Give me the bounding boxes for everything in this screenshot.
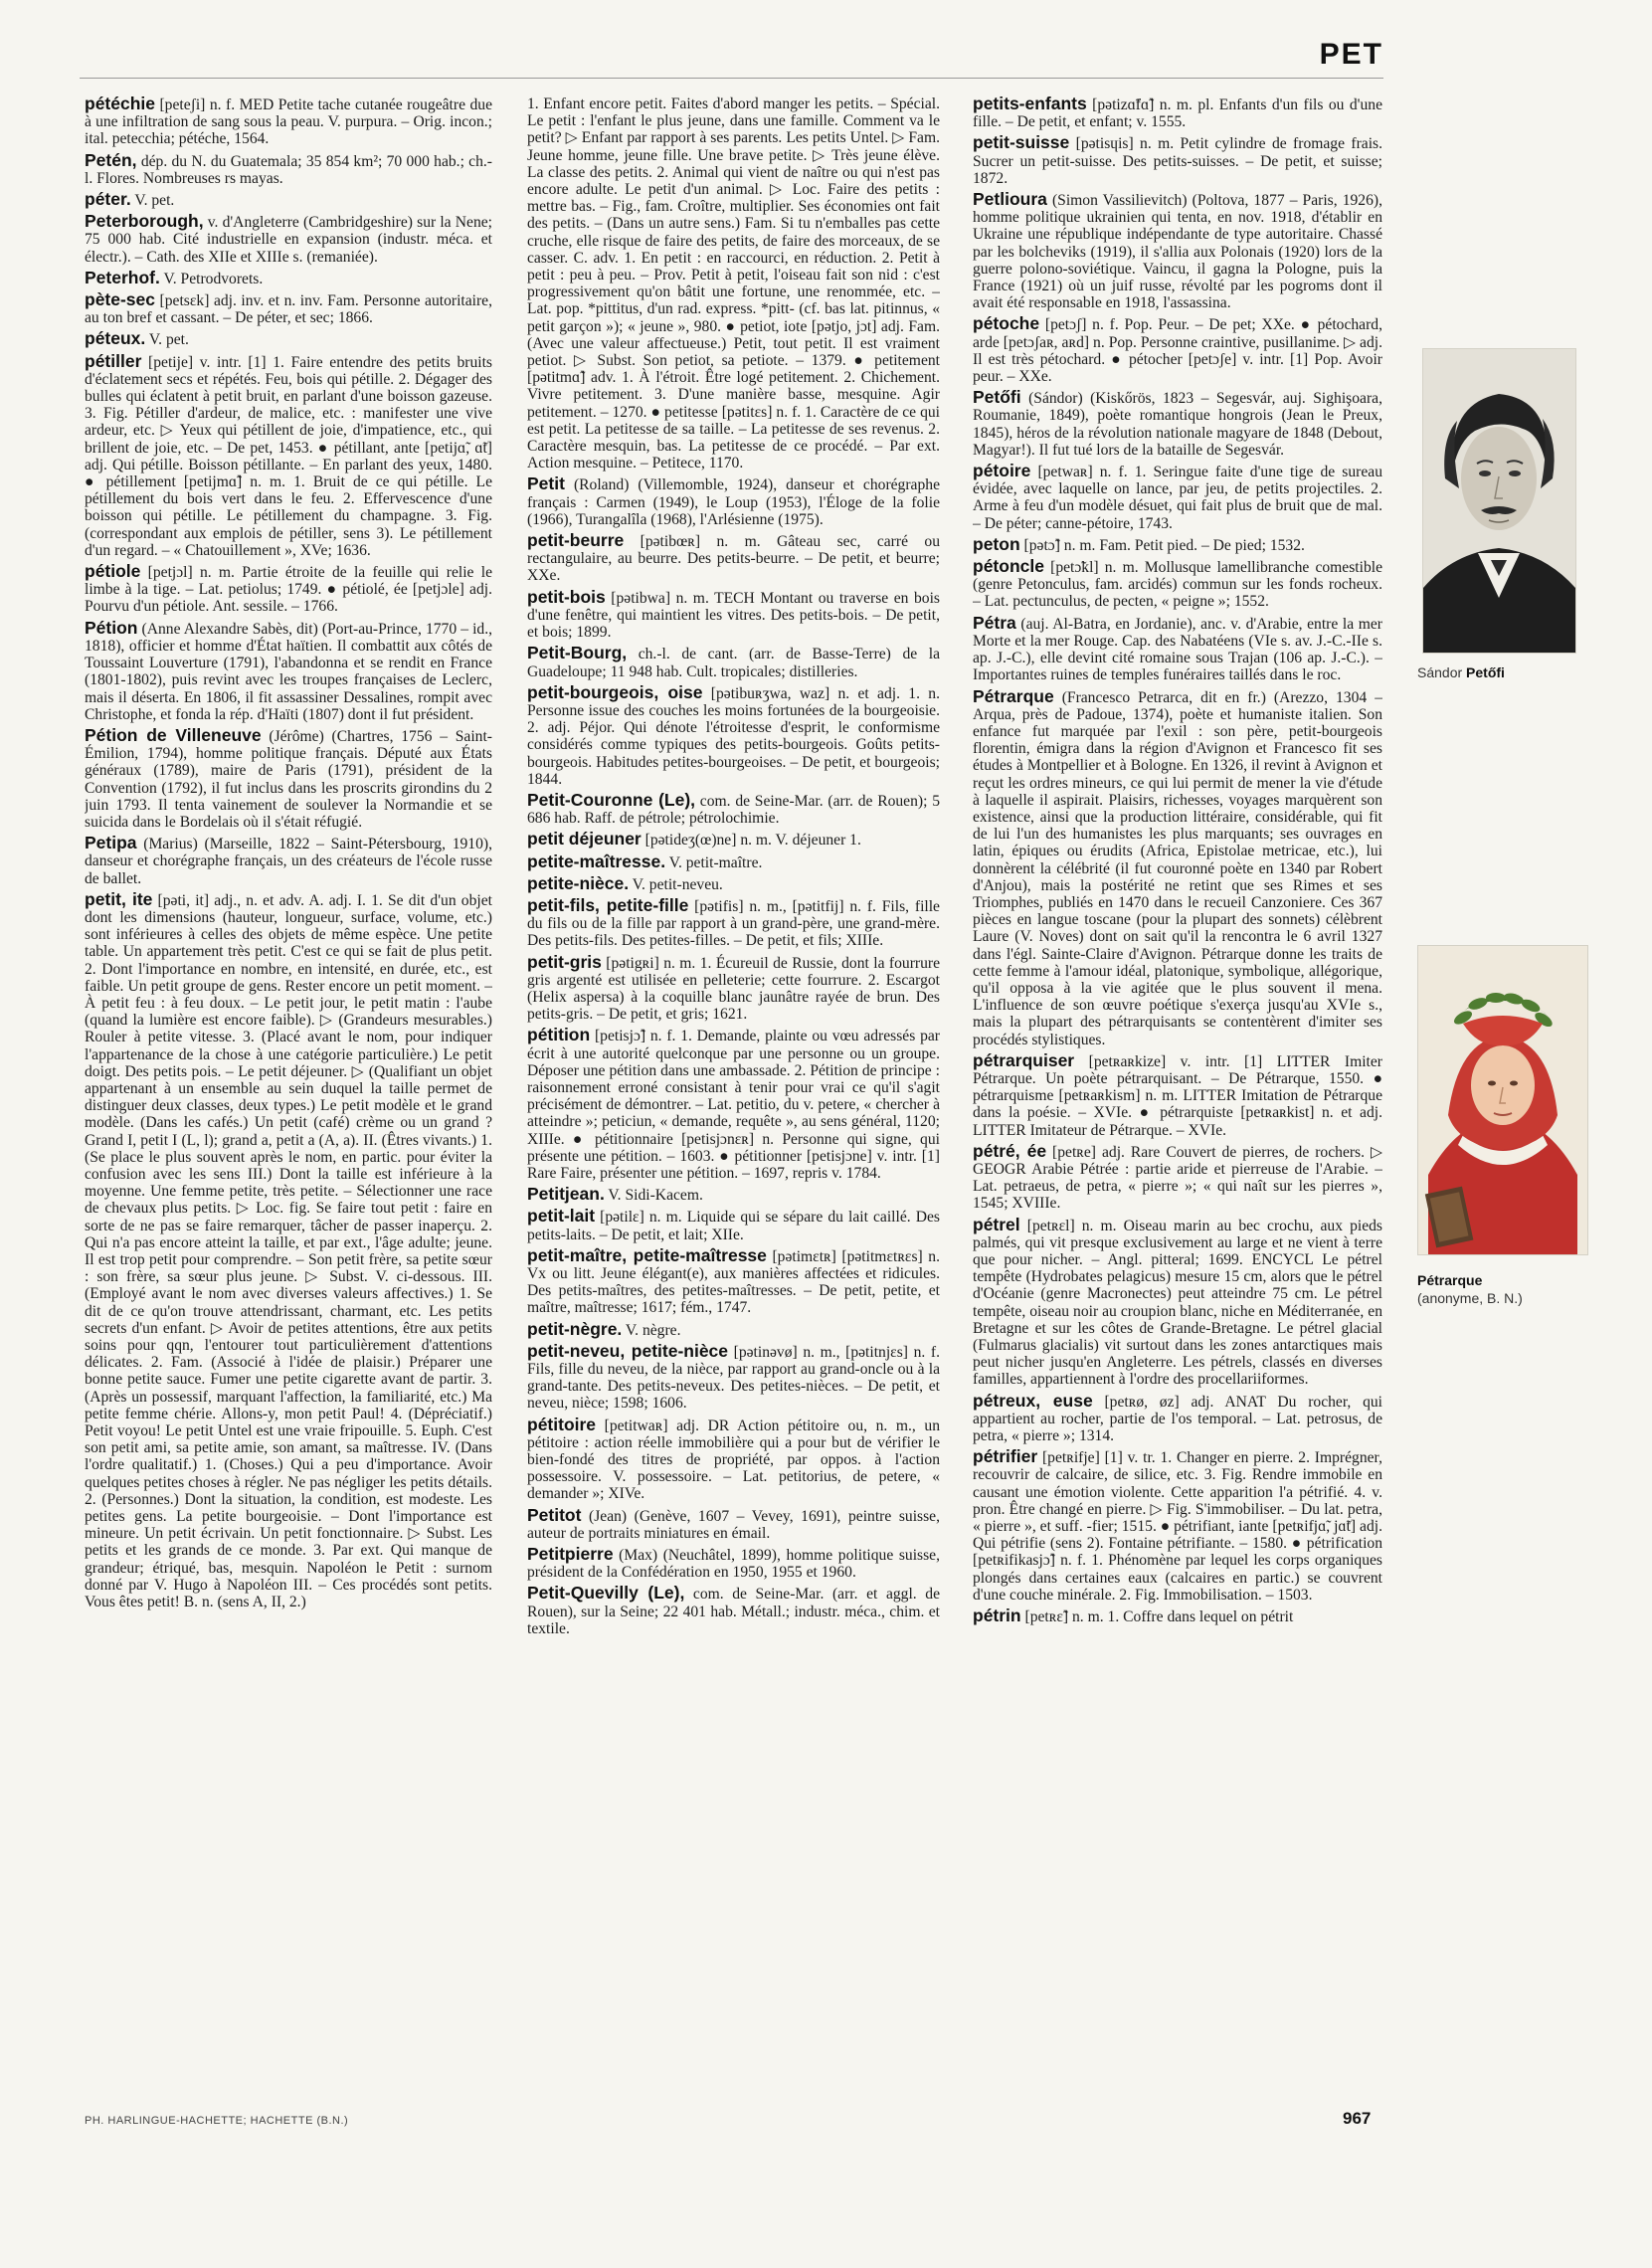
entry-headword: petite-nièce. bbox=[527, 872, 630, 893]
dictionary-entry bbox=[527, 1186, 940, 1204]
petofi-caption bbox=[1417, 663, 1505, 681]
entry-headword: petit-beurre bbox=[527, 530, 625, 551]
dictionary-entry bbox=[85, 563, 492, 616]
dictionary-entry bbox=[973, 1607, 1382, 1625]
entry-headword: petite-maîtresse. bbox=[527, 850, 666, 871]
entry-headword: Peterborough, bbox=[85, 211, 204, 232]
entry-text: [petɔ̃kl] n. m. Mollusque lamellibranche comestible (genre Petonculus, fam. arcidés) commun sur les fonds rocheux. – Lat. pectunculus, de pecten, « peigne »; 1552. bbox=[973, 559, 1382, 611]
dictionary-entry bbox=[973, 389, 1382, 459]
entry-text: [pətizɑ̃fɑ̃] n. m. pl. Enfants d'un fils ou d'une fille. – De petit, et enfant; v. 1555. bbox=[973, 96, 1382, 131]
entry-headword: pétiole bbox=[85, 561, 141, 582]
entry-text: V. pet. bbox=[145, 331, 189, 349]
dictionary-entry bbox=[527, 95, 940, 472]
entry-text: [petʀɛl] n. m. Oiseau marin au bec crochu, aux pieds palmés, qui vit presque exclusivement au large et ne vient à terre que pour nicher. – Angl. pitteral; 1699. ENCYCL Le pétrel tempête (Hydrobates pelagicus) mesure 15 cm, alors que le pétrel d'Océanie (genre Macronectes) peut atteindre 75 cm. Le pétrel tempête, oiseau noir au croupion blanc, niche en Méditerranée, en Bretagne et sur les côtes de Grande-Bretagne. Le pétrel glacial (Fulmarus glacialis) vit surtout dans les zones antarctiques mais peut nicher jusqu'en Angleterre. Les pétrels, classés en diverses familles, appartiennent à l'ordre des procellariiformes. bbox=[973, 1217, 1382, 1389]
entry-text: V. petit-neveu. bbox=[629, 875, 723, 893]
entry-headword: petit-bois bbox=[527, 586, 606, 607]
entry-headword: petit-nègre. bbox=[527, 1318, 623, 1339]
petrarque-portrait-drawing bbox=[1418, 946, 1587, 1254]
entry-headword: pétrarquiser bbox=[973, 1049, 1075, 1070]
entry-headword: pétiller bbox=[85, 350, 142, 371]
dictionary-entry bbox=[527, 1546, 940, 1581]
entry-text: (Roland) (Villemomble, 1924), danseur et chorégraphe français : Carmen (1949), le Loup (1953), l'Éloge de la folie (1966), Turangalîla (1968), l'Arlésienne (1975). bbox=[527, 476, 940, 528]
petrarque-caption-name: Pétrarque bbox=[1417, 1272, 1483, 1288]
entry-text: [petʀø, øz] adj. ANAT Du rocher, qui appartient au rocher, partie de l'os temporal. – Lat. petrosus, de petra, « pierre »; 1314. bbox=[973, 1393, 1382, 1445]
entry-headword: péteux. bbox=[85, 328, 146, 349]
dictionary-entry bbox=[527, 645, 940, 679]
dictionary-entry bbox=[527, 681, 940, 788]
dictionary-entry bbox=[527, 586, 940, 642]
entry-headword: Petit bbox=[527, 473, 565, 494]
dictionary-entry bbox=[85, 330, 492, 348]
entry-text: [petsɛk] adj. inv. et n. inv. Fam. Personne autoritaire, au ton bref et cassant. – De péter, et sec; 1866. bbox=[85, 292, 492, 327]
dictionary-entry bbox=[973, 315, 1382, 385]
entry-text: (Francesco Petrarca, dit en fr.) (Arezzo, 1304 – Arqua, près de Padoue, 1374), poète et humaniste italien. Son enfance fut marquée par l'exil : son père, petit-bourgeois florentin, émigra dans la région d'Avignon et Francesco fit ses études à Montpellier et à Bologne. En 1326, il revint à Avignon et reçut les ordres mineurs, ce qui lui permit de mener la vie d'étude à laquelle il aspirait. Plaisirs, richesses, voyages marquèrent son existence, ainsi que la production littéraire, considérable, qui fit de lui l'un des humanistes les plus marquants; ses ouvrages en latin, épiques ou érudits (Africa, Epistolae metricae, etc.), lui donnèrent la célébrité (il fut couronné poète en 1340 par Robert d'Anjou), mais la postérité ne retint que ses Rimes et ses Triomphes, publiés en 1470 dans le recueil Canzoniere. Ces 367 pièces en langue toscane (pour la plupart des sonnets) célèbrent Laure (V. Noves) dont on sait qu'il la rencontra le 6 avril 1327 dans l'égl. Sainte-Claire d'Avignon. Pétrarque donne les traits de cette femme à l'amour idéal, platonique, symbolique, allégorique, qu'il opposa à la vie agitée que le plus souvent il mena. L'influence de son œuvre poétique s'exerça jusqu'au XVIe s., mais la plupart des pétrarquisants se contentèrent d'imiter ses procédés stylistiques. bbox=[973, 688, 1382, 1048]
entry-headword: pétreux, euse bbox=[973, 1390, 1093, 1411]
dictionary-entry bbox=[973, 1448, 1382, 1604]
entry-headword: petit-suisse bbox=[973, 132, 1070, 153]
entry-headword: Petőfi bbox=[973, 387, 1021, 408]
petofi-portrait bbox=[1422, 348, 1576, 654]
entry-headword: petit, ite bbox=[85, 888, 153, 909]
entry-headword: petit-bourgeois, oise bbox=[527, 681, 703, 702]
entry-headword: petit-fils, petite-fille bbox=[527, 894, 689, 915]
entry-headword: Petit-Couronne (Le), bbox=[527, 789, 696, 810]
entry-text: V. nègre. bbox=[622, 1321, 681, 1339]
entry-headword: Petipa bbox=[85, 833, 137, 853]
photo-credit: PH. HARLINGUE-HACHETTE; HACHETTE (B.N.) bbox=[85, 2115, 349, 2127]
entry-text: [pətigʀi] n. m. 1. Écureuil de Russie, dont la fourrure gris argenté est utilisée en pelleterie; cette fourrure. 2. Escargot (Helix aspersa) à la coquille blanc jaunâtre rayée de brun. Des petits-gris. – De petit, et gris; 1621. bbox=[527, 954, 940, 1024]
entry-text: [petɔʃ] n. f. Pop. Peur. – De pet; XXe. ● pétochard, arde [petɔʃaʀ, aʀd] n. Pop. Personne craintive, pusillanime. ▷ adj. Il est très pétochard. ● pétocher [petɔʃe] v. intr. [1] Pop. Avoir peur. – XXe. bbox=[973, 316, 1382, 386]
entry-text: [petʀaʀkize] v. intr. [1] LITTER Imiter Pétrarque. Un poète pétrarquisant. – De Pétrarque, 1550. ● pétrarquisme [petʀaʀkism] n. m. LITTER Imitation de Pétrarque dans la poésie. – XVIe. ● pétrarquiste [petʀaʀkist] n. et adj. LITTER Imitateur de Pétrarque. – XVIe. bbox=[973, 1052, 1382, 1139]
dictionary-entry bbox=[973, 1140, 1382, 1213]
petrarque-caption bbox=[1417, 1271, 1523, 1307]
dictionary-entry bbox=[527, 1027, 940, 1182]
dictionary-entry bbox=[973, 463, 1382, 532]
entry-text: [pətibœʀ] n. m. Gâteau sec, carré ou rectangulaire, au beurre. Des petits-beurre. – De petit, et beurre; XXe. bbox=[527, 533, 940, 585]
entry-headword: Petén, bbox=[85, 149, 137, 170]
entry-text: [pəti, it] adj., n. et adv. A. adj. I. 1. Se dit d'un objet dont les dimensions (hauteur, longueur, surface, volume, etc.) sont inférieures à celles des objets de même espèce. Une petite table. Un appartement très petit. C'est ce qui se fait de plus petit. 2. Dont l'importance en nombre, en intensité, en durée, etc., est faible. Un petit groupe de gens. Rester encore un petit moment. – À petit feu : à feu doux. – Le petit jour, le petit matin : l'aube (quand la lumière est encore faible). ▷ (Grandeurs mesurables.) Rouler à petite vitesse. 3. (Placé avant le nom, pour indiquer l'appartenance de la chose à une catégorie particulière.) Le petit doigt. Des petits pois. – Le petit déjeuner. ▷ (Qualifiant un objet appartenant à un ensemble au sein duquel la taille permet de distinguer deux classes, deux types.) Le petit modèle et le grand modèle. (Dans les cafés.) Un petit (café) crème ou un grand ? Grand I, petit I (L, l); grand a, petit a (A, a). II. (Êtres vivants.) 1. (Se place le plus souvent après le nom, en partic. pour éviter la confusion avec les sens III.) Dont la taille est inférieure à la moyenne. Une femme petite, très petite. – Sélectionner une race de chevaux plus petits. ▷ Loc. fig. Se faire tout petit : faire en sorte de ne pas se faire remarquer, tâcher de passer inaperçu. 2. Qui n'a pas encore atteint la taille, et par ext., l'âge adulte; jeune. Il est trop petit pour comprendre. – Son petit frère, sa petite sœur : son frère, sa sœur plus jeune. ▷ Subst. V. ci-dessous. III. (Employé avant le nom avec diverses valeurs affectives.) 1. Se dit de ce qu'on trouve attendrissant, charmant, etc. Les petits secrets d'un enfant. ▷ Avoir de petites attentions, être aux petits soins pour qqn, l'entourer tout particulièrement d'attentions délicates. 2. Fam. (Associé à l'idée de plaisir.) Préparer une bonne petite sauce. Fumer une petite cigarette avant de partir. 3. (Après un possessif, marquant l'affection, la familiarité, etc.) Ma petite femme chérie. Allons-y, mon petit Paul! 4. (Dépréciatif.) Petit voyou! Le petit Untel est une vraie fripouille. 5. Euph. C'est son petit ami, sa petite amie, son amant, sa maîtresse. IV. (Dans l'ordre qualitatif.) 1. (Choses.) Qui a peu d'importance. Avoir quelques petites choses à régler. Ne pas négliger les petits détails. 2. (Personnes.) Dont la situation, la condition, est modeste. Les petites gens. La petite bourgeoisie. – Dont l'importance est mineure. Un petit écrivain. Un petit fonctionnaire. ▷ Subst. Les petits et les grands de ce monde. 3. Par ext. Qui manque de grandeur; étriqué, bas, mesquin. Napoléon le Petit : surnom donné par V. Hugo à Napoléon III. – Ces procédés sont petits. Vous êtes petit! B. n. (sens A, II, 2.) bbox=[85, 891, 492, 1611]
dictionary-entry bbox=[527, 1208, 940, 1242]
page-number: 967 bbox=[1343, 2109, 1372, 2128]
entry-text: ch.-l. de cant. (arr. de Basse-Terre) de la Guadeloupe; 11 948 hab. Cult. tropicales; distilleries. bbox=[527, 646, 940, 680]
entry-text: [petjɔl] n. m. Partie étroite de la feuille qui relie le limbe à la tige. – Lat. petiolus; 1749. ● pétiolé, ée [petjɔle] adj. Pourvu d'un pétiole. Ant. sessile. – 1766. bbox=[85, 564, 492, 616]
entry-text: (auj. Al-Batra, en Jordanie), anc. v. d'Arabie, entre la mer Morte et la mer Rouge. Cap. des Nabatéens (VIe s. av. J.-C.-IIe s. ap. J.-C.), elle devint cité romaine sous Trajan (106 ap. J.-C.). – Importantes ruines de temples funéraires taillés dans le roc. bbox=[973, 615, 1382, 684]
entry-text: [petwaʀ] n. f. 1. Seringue faite d'une tige de sureau évidée, avec laquelle on lance, par jeu, de petits projectiles. 2. Arme à feu d'un modèle désuet, qui fait plus de bruit que de mal. – De péter; canne-pétoire, 1743. bbox=[973, 464, 1382, 532]
petofi-portrait-drawing bbox=[1423, 349, 1575, 653]
entry-headword: Pétion de Villeneuve bbox=[85, 724, 262, 745]
dictionary-entry bbox=[527, 789, 940, 828]
petofi-caption-name: Petőfi bbox=[1466, 664, 1505, 680]
entry-headword: Petitpierre bbox=[527, 1544, 614, 1565]
dictionary-entry bbox=[85, 835, 492, 887]
entry-headword: pétoche bbox=[973, 313, 1040, 334]
dictionary-entry bbox=[973, 95, 1382, 130]
entry-text: [petʀɛ̃] n. m. 1. Coffre dans lequel on pétrit bbox=[1020, 1608, 1294, 1626]
entry-text: (Marius) (Marseille, 1822 – Saint-Pétersbourg, 1910), danseur et chorégraphe français, un des créateurs de l'école russe de ballet. bbox=[85, 836, 492, 887]
entry-text: 1. Enfant encore petit. Faites d'abord manger les petits. – Spécial. Le petit : l'enfant le plus jeune, dans une famille. Comment va le petit? ▷ Enfant par rapport à ses parents. Les petits Untel. ▷ Fam. Jeune homme, jeune fille. Une brave petite. ▷ Très jeune élève. La classe des petits. 2. Animal qui vient de naître ou qui n'est pas encore adulte. Le petit d'un animal. ▷ Loc. Faire des petits : mettre bas. – Fig., fam. Croître, multiplier. Ses économies ont fait des petits. – (Dans un autre sens.) Fam. Si tu n'emballes pas cette cruche, elle risque de faire des petits, de faire des morceaux, de se casser. C. adv. 1. En petit : en raccourci, en réduction. 2. Petit à petit : peu à peu. – Prov. Petit à petit, l'oiseau fait son nid : c'est progressivement qu'on bâtit une fortune, une renommée, etc. – Lat. pop. *pittitus, d'un rad. express. *pitt- (cf. bas lat. pitinnus, « petit garçon »); « jeune », 980. ● petiot, iote [pətjo, jɔt] adj. Fam. (Avec une valeur affectueuse.) Petit, tout petit. Il est vraiment petiot. ▷ Subst. Son petiot, sa petiote. – 1379. ● petitement [pətitmɑ̃] adv. 1. À l'étroit. Être logé petitement. 2. Chichement. Vivre petitement. 3. D'une manière basse, mesquine. Agir petitement. – 1270. ● petitesse [pətitɛs] n. f. 1. Caractère de ce qui est petit. La petitesse de sa taille. – La petitesse de ses revenus. 2. Caractère mesquin, bas. La petitesse de ce procédé. – Par ext. Action mesquine. – Petitece, 1170. bbox=[527, 95, 940, 472]
entry-headword: Petlioura bbox=[973, 189, 1047, 210]
entry-headword: Pétion bbox=[85, 617, 138, 638]
dictionary-entry bbox=[973, 558, 1382, 611]
dictionary-entry bbox=[527, 1244, 940, 1317]
dictionary-entry bbox=[527, 475, 940, 528]
dictionary-entry bbox=[527, 1585, 940, 1637]
entry-headword: Petit-Quevilly (Le), bbox=[527, 1583, 685, 1604]
dictionary-entry bbox=[527, 1414, 940, 1503]
entry-headword: pétoncle bbox=[973, 556, 1044, 577]
entry-text: (Sándor) (Kiskőrös, 1823 – Segesvár, auj. Sighişoara, Roumanie, 1849), poète romantique hongrois (Jean le Preux, 1845), héros de la révolution nationale magyare de 1848 (Debout, Magyar!). Il fut tué lors de la bataille de Segesvár. bbox=[973, 390, 1382, 459]
entry-text: [pətinəvø] n. m., [pətitnjɛs] n. f. Fils, fille du neveu, de la nièce, par rapport au grand-oncle ou à la grand-tante. Des petits-neveux. Des petites-nièces. – De petit, et neveu, nièce; 1598; 1606. bbox=[527, 1343, 940, 1413]
dictionary-entry bbox=[85, 149, 492, 187]
entry-headword: Pétrarque bbox=[973, 685, 1054, 706]
entry-headword: Petit-Bourg, bbox=[527, 643, 628, 663]
dictionary-entry bbox=[973, 191, 1382, 311]
dictionary-entry bbox=[527, 831, 940, 849]
petofi-caption-prefix: Sándor bbox=[1417, 664, 1467, 680]
dictionary-entry bbox=[527, 850, 940, 871]
entry-text: [petʀifje] [1] v. tr. 1. Changer en pierre. 2. Imprégner, recouvrir de calcaire, de silice, etc. 3. Fig. Rendre immobile en causant une émotion violente. Cette apparition l'a pétrifié. 4. v. pron. Être changé en pierre. ▷ Fig. S'immobiliser. – Du lat. petra, « pierre », et suff. -fier; 1515. ● pétrifiant, iante [petʀifjɑ̃, jɑ̃t] adj. Qui pétrifie (sens 2). Fontaine pétrifiante. – 1580. ● pétrification [petʀifikasjɔ̃] n. f. 1. Phénomène par lequel les corps organiques plongés dans certaines eaux (calcaires en partic.) se couvrent d'une couche minérale. 2. Fig. Immobilisation. – 1503. bbox=[973, 1449, 1382, 1604]
dictionary-entry bbox=[527, 894, 940, 950]
entry-headword: petit-lait bbox=[527, 1206, 596, 1227]
entry-text: [pətimɛtʀ] [pətitmɛtʀɛs] n. Vx ou litt. Jeune élégant(e), aux manières affectées et ridicules. Des petits-maîtres, des petites-maîtresses. – De petit, petite, et maître, maîtresse; 1617; fém., 1747. bbox=[527, 1247, 940, 1317]
entry-headword: pétitoire bbox=[527, 1414, 597, 1434]
entry-headword: pétrel bbox=[973, 1214, 1020, 1234]
entry-headword: petit-maître, petite-maîtresse bbox=[527, 1244, 767, 1265]
entry-headword: Petitot bbox=[527, 1504, 582, 1525]
entry-text: [pətɔ̃] n. m. Fam. Petit pied. – De pied; 1532. bbox=[1019, 536, 1305, 554]
dictionary-entry bbox=[973, 685, 1382, 1048]
dictionary-entry bbox=[85, 291, 492, 326]
dictionary-entry bbox=[85, 267, 492, 287]
entry-headword: Peterhof. bbox=[85, 267, 160, 287]
running-head: PET bbox=[1319, 38, 1383, 71]
column-1 bbox=[85, 95, 492, 2095]
entry-text: [pətilɛ] n. m. Liquide qui se sépare du lait caillé. Des petits-laits. – De petit, et lait; XIIe. bbox=[527, 1209, 940, 1243]
entry-text: V. Petrodvorets. bbox=[159, 270, 264, 287]
entry-text: [petitwaʀ] adj. DR Action pétitoire ou, n. m., un pétitoire : action réelle immobilière qui a pour but de vérifier le bien-fondé des titres de propriété, par oppos. à l'action possessoire. V. possessoire. – Lat. petitorius, de petere, « demander »; XIVe. bbox=[527, 1417, 940, 1503]
entry-headword: pétition bbox=[527, 1025, 591, 1045]
column-3 bbox=[973, 95, 1382, 2095]
entry-text: V. petit-maître. bbox=[665, 853, 763, 871]
entry-text: [pətisɥis] n. m. Petit cylindre de fromage frais. Sucrer un petit-suisse. Des petits-suisses. – De petit, et suisse; 1872. bbox=[973, 135, 1382, 187]
dictionary-entry bbox=[85, 213, 492, 266]
dictionary-entry bbox=[527, 1340, 940, 1413]
column-2 bbox=[527, 95, 940, 2095]
entry-text: (Jérôme) (Chartres, 1756 – Saint-Émilion, 1794), homme politique français. Député aux États généraux (1789), maire de Paris (1791), président de la Convention (1792), il fut inclus dans les proscrits girondins du 2 juin 1793. Il tenta vainement de soulever la Normandie et se suicida dans le Bordelais où il s'était réfugié. bbox=[85, 727, 492, 831]
entry-text: (Simon Vassilievitch) (Poltova, 1877 – Paris, 1926), homme politique ukrainien qui tenta, en nov. 1918, d'établir en Ukraine une république indépendante de type autoritaire. Chassé par les bolcheviks (1919), il s'allia aux Polonais (1920) lors de la guerre polono-soviétique. Vaincu, il gagna la Pologne, puis la France (1921) où un juif russe, révolté par les pogroms dont il avait été responsable en 1918, l'assassina. bbox=[973, 192, 1382, 312]
entry-text: V. Sidi-Kacem. bbox=[604, 1187, 703, 1205]
entry-text: [pətibuʀʒwa, waz] n. et adj. 1. n. Personne issue des couches les moins fortunées de la bourgeoisie. 2. adj. Péjor. Qui dénote l'étroitesse d'esprit, le conformisme considérés comme typiques des petits-bourgeois. Goûts petits-bourgeois. Habitudes petites-bourgeoises. – De petit, et bourgeois; 1844. bbox=[527, 684, 940, 788]
dictionary-entry bbox=[85, 350, 492, 559]
dictionary-entry bbox=[973, 1390, 1382, 1445]
dictionary-entry bbox=[973, 1049, 1382, 1139]
entry-headword: péter. bbox=[85, 189, 131, 210]
dictionary-entry bbox=[85, 95, 492, 148]
entry-text: v. d'Angleterre (Cambridgeshire) sur la Nene; 75 000 hab. Cité industrielle en expansion (industr. méca. et électr.). – Cath. des XIIe et XIIIe s. (remaniée). bbox=[85, 214, 492, 266]
dictionary-entry bbox=[973, 134, 1382, 187]
entry-headword: petits-enfants bbox=[973, 95, 1087, 113]
entry-text: [petʀe] adj. Rare Couvert de pierres, de rochers. ▷ GEOGR Arabie Pétrée : partie aride et pierreuse de l'Arabie. – Lat. petraeus, de petra, « pierre »; « qui naît sur les pierres », 1545; XVIIIe. bbox=[973, 1143, 1382, 1213]
entry-headword: Pétra bbox=[973, 612, 1016, 633]
entry-headword: petit-neveu, petite-nièce bbox=[527, 1340, 729, 1361]
dictionary-entry bbox=[973, 1214, 1382, 1389]
dictionary-entry bbox=[85, 617, 492, 723]
entry-text: (Jean) (Genève, 1607 – Vevey, 1691), peintre suisse, auteur de portraits miniatures en émail. bbox=[527, 1507, 940, 1542]
dictionary-entry bbox=[527, 872, 940, 893]
entry-text: dép. du N. du Guatemala; 35 854 km²; 70 000 hab.; ch.-l. Flores. Nombreuses rs mayas. bbox=[85, 152, 492, 187]
entry-text: V. pet. bbox=[130, 192, 175, 210]
entry-text: [pətibwa] n. m. TECH Montant ou traverse en bois d'une fenêtre, qui maintient les vitres. Des petits-bois. – De petit, et bois; 1899. bbox=[527, 589, 940, 642]
dictionary-entry bbox=[973, 612, 1382, 684]
entry-text: [peteʃi] n. f. MED Petite tache cutanée rougeâtre due à une infiltration de sang sous la peau. V. purpura. – Orig. incon.; ital. petecchia; pétéche, 1564. bbox=[85, 96, 492, 148]
entry-text: (Max) (Neuchâtel, 1899), homme politique suisse, président de la Confédération en 1950, 1955 et 1960. bbox=[527, 1547, 940, 1582]
dictionary-entry bbox=[527, 1318, 940, 1339]
entry-headword: Petitjean. bbox=[527, 1184, 605, 1205]
entry-text: [petije] v. intr. [1] 1. Faire entendre des petits bruits d'éclatement secs et répétés. Feu, bois qui pétille. 2. Dégager des bulles qui éclatent à petit bruit, en parlant d'une boisson gazeuse. 3. Fig. Pétiller d'ardeur, de malice, etc. : manifester une vive ardeur, etc. ▷ Yeux qui pétillent de joie, d'impatience, etc., qui brillent de joie, etc. – De pet, 1453. ● pétillant, ante [petijɑ̃, ɑ̃t] adj. Qui pétille. Boisson pétillante. – En parlant des yeux, 1480. ● pétillement [petijmɑ̃] n. m. 1. Bruit de ce qui pétille. Le pétillement du bois vert dans le feu. 2. Effervescence d'une boisson qui pétille. Le pétillement du champagne. 3. Fig. (correspondant aux emplois de pétiller, sens 3). Le pétillement d'un regard. – « Chatouillement », XVe; 1636. bbox=[85, 353, 492, 559]
dictionary-entry bbox=[973, 533, 1382, 554]
entry-headword: peton bbox=[973, 533, 1020, 554]
dictionary-entry bbox=[85, 888, 492, 1611]
dictionary-entry bbox=[527, 532, 940, 585]
entry-text: [pətideʒ(œ)ne] n. m. V. déjeuner 1. bbox=[641, 832, 861, 850]
petrarque-portrait bbox=[1417, 945, 1588, 1255]
entry-text: [petisjɔ̃] n. f. 1. Demande, plainte ou vœu adressés par écrit à une autorité quelconque par une personne ou un groupe. Déposer une pétition dans une ambassade. 2. Pétition de principe : raisonnement erroné consistant à tenir pour vrai ce qu'il s'agit précisément de démontrer. – Lat. petitio, du v. petere, « chercher à atteindre »; peticiun, « demande, requête », au sens général, 1120; XIIIe. ● pétitionnaire [petisjɔnɛʀ] n. Personne qui signe, qui présente une pétition. – 1603. ● pétitionner [petisjɔne] v. intr. [1] Rare Faire, présenter une pétition. – 1697, repris v. 1784. bbox=[527, 1028, 940, 1182]
entry-text: com. de Seine-Mar. (arr. et aggl. de Rouen), sur la Seine; 22 401 hab. Métall.; industr. méca., chim. et textile. bbox=[527, 1586, 940, 1637]
entry-headword: pète-sec bbox=[85, 289, 156, 310]
dictionary-entry bbox=[85, 191, 492, 209]
entry-text: [pətifis] n. m., [pətitfij] n. f. Fils, fille du fils ou de la fille par rapport à un grand-père, une grand-mère. Des petits-fils. Des petites-filles. – De petit, et fils; XIIIe. bbox=[527, 897, 940, 950]
entry-headword: petit déjeuner bbox=[527, 829, 642, 850]
entry-headword: pétrin bbox=[973, 1606, 1021, 1626]
entry-headword: pétéchie bbox=[85, 95, 155, 113]
entry-headword: pétoire bbox=[973, 461, 1031, 481]
header-rule bbox=[80, 78, 1383, 79]
entry-text: (Anne Alexandre Sabès, dit) (Port-au-Prince, 1770 – id., 1818), officier et homme d'État haïtien. Il combattit aux côtés de Toussaint Louverture (1791), l'abandonna et se rendit en France (1801-1802), puis revint avec les troupes françaises de Leclerc, mais il déserta. En 1806, il fit assassiner Dessalines, rompit avec Christophe, et fonda la rép. d'Haïti (1807) dont il fut président. bbox=[85, 620, 492, 723]
entry-text: com. de Seine-Mar. (arr. de Rouen); 5 686 hab. Raff. de pétrole; pétrolochimie. bbox=[527, 792, 940, 828]
entry-headword: pétrifier bbox=[973, 1446, 1038, 1467]
petrarque-caption-credit: (anonyme, B. N.) bbox=[1417, 1290, 1523, 1306]
dictionary-entry bbox=[85, 724, 492, 831]
entry-headword: pétré, ée bbox=[973, 1140, 1047, 1161]
dictionary-entry bbox=[527, 1504, 940, 1542]
dictionary-entry bbox=[527, 951, 940, 1024]
entry-headword: petit-gris bbox=[527, 951, 602, 972]
